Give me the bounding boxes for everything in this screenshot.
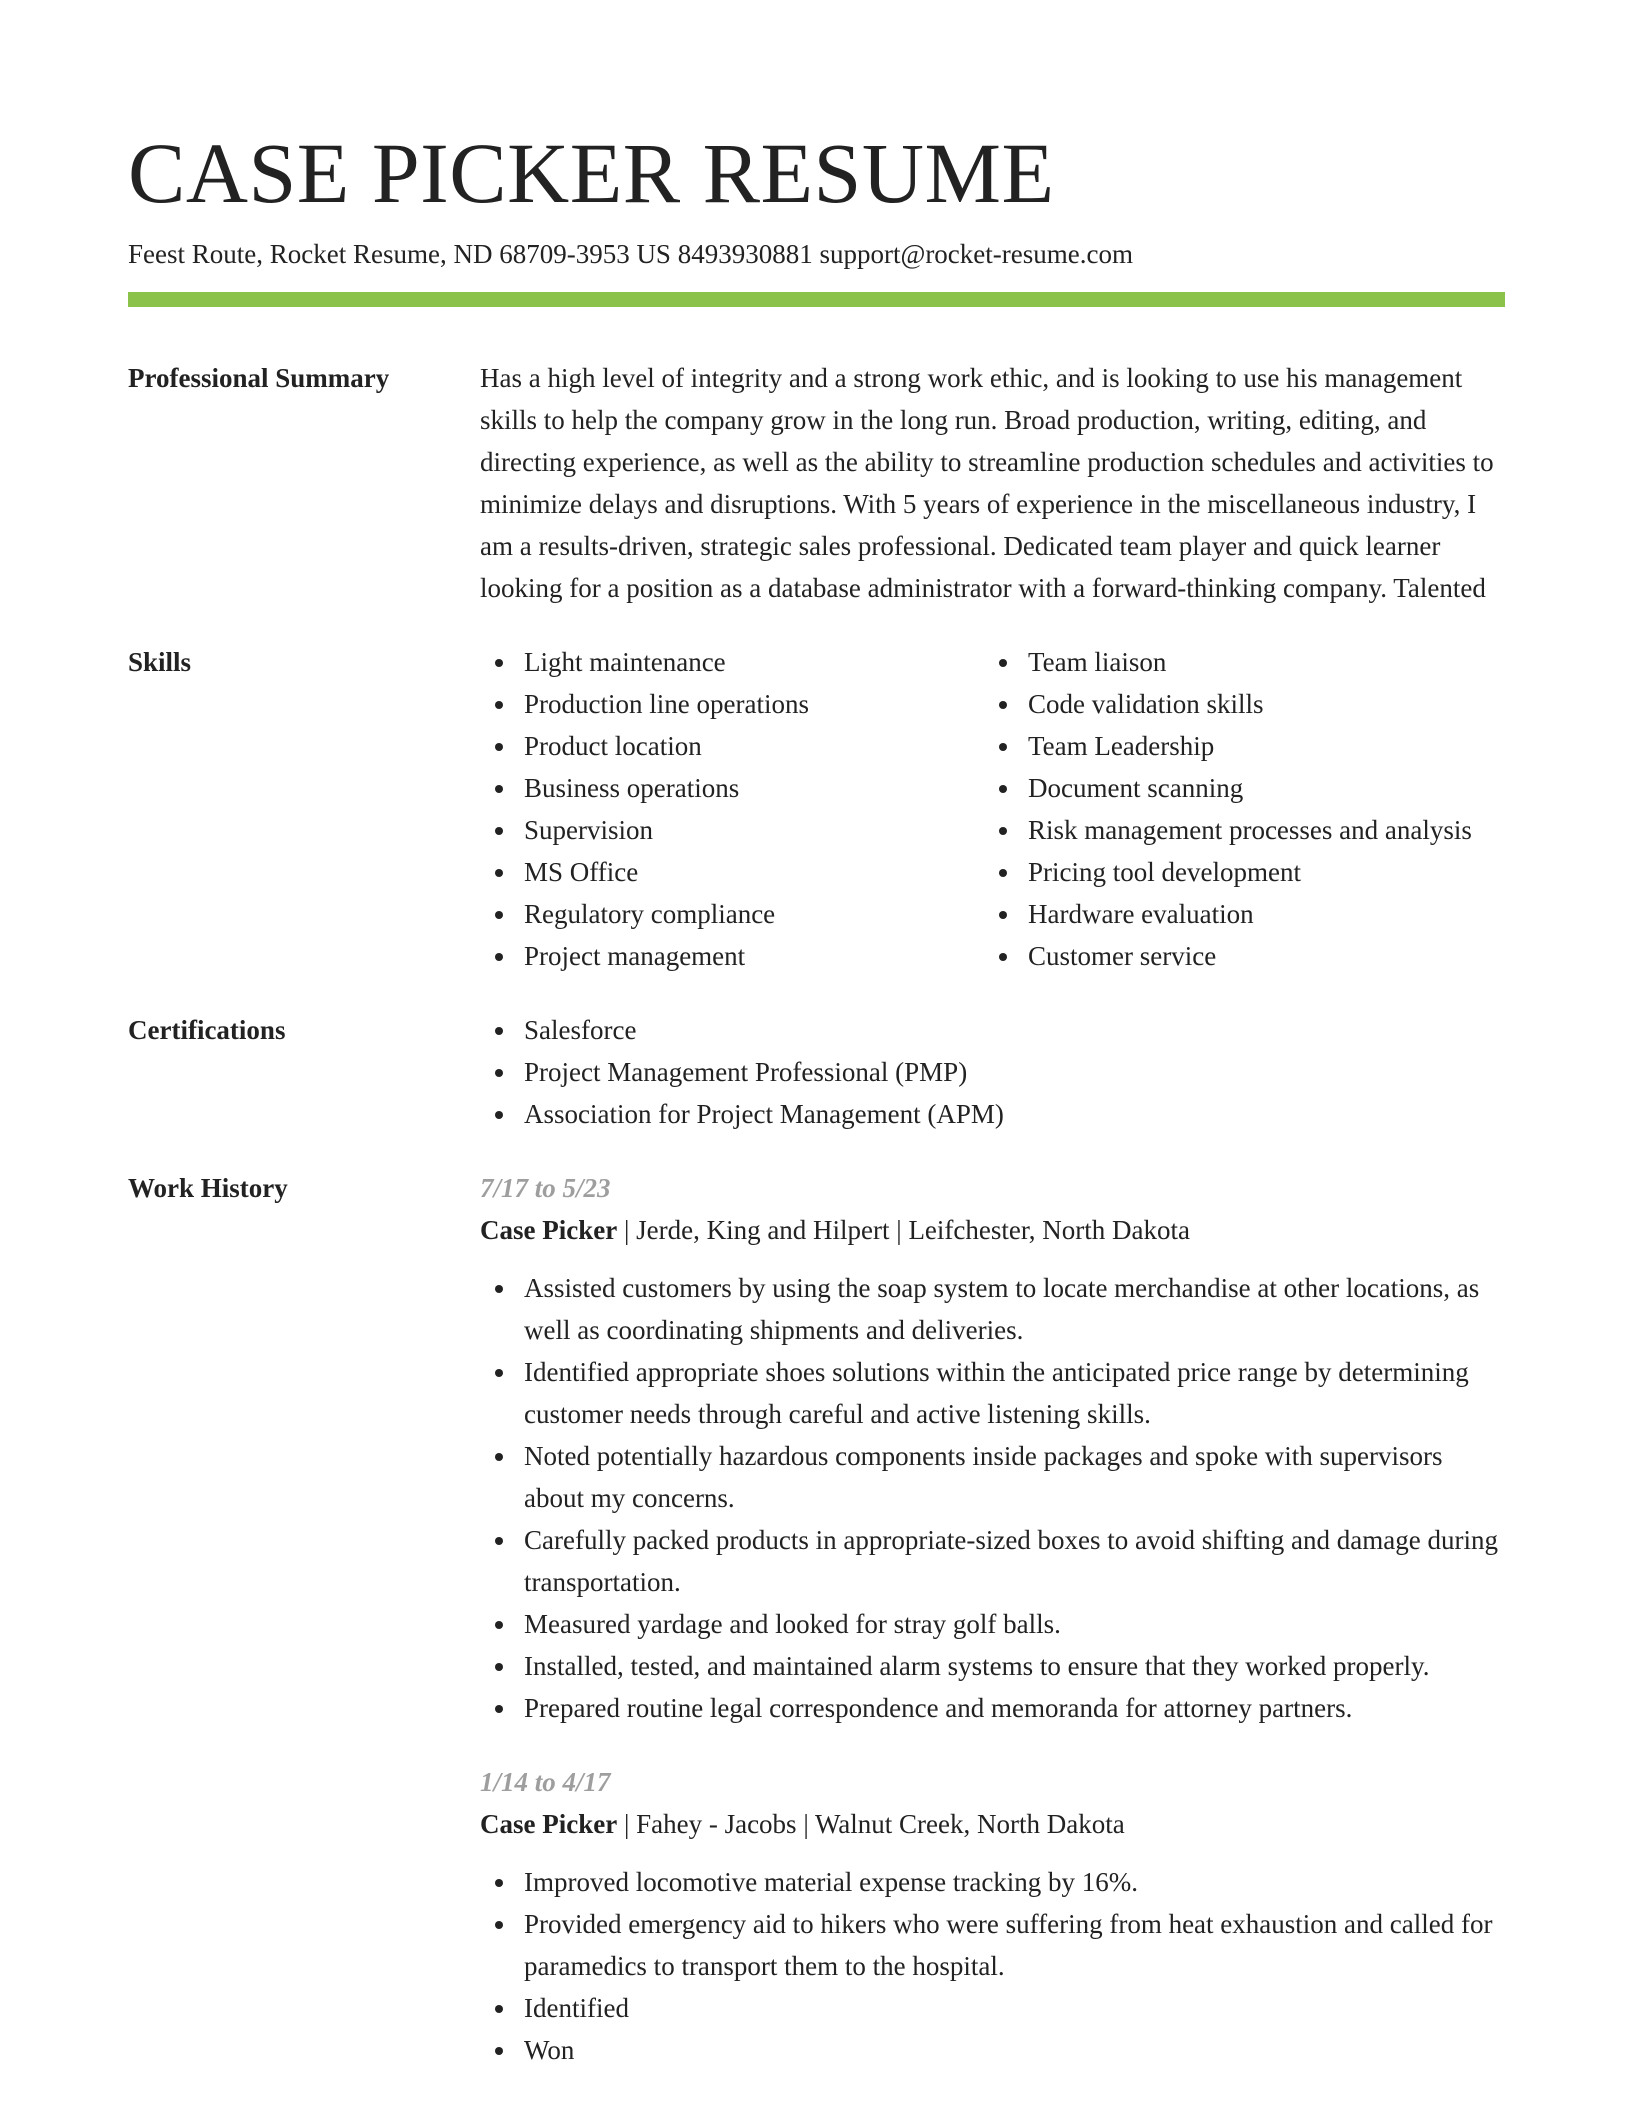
skills-section: [128, 641, 1505, 977]
job-bullet: Assisted customers by using the soap system to locate merchandise at other locations, as well as coordinating shipments and deliveries.: [480, 1267, 1505, 1351]
skills-list-left: [480, 641, 984, 977]
job-employer-location: | Jerde, King and Hilpert | Leifchester, North Dakota: [617, 1215, 1190, 1245]
skill-item: Customer service: [984, 935, 1505, 977]
certifications-body: [480, 1009, 1505, 1135]
skills-columns: [480, 641, 1505, 977]
certifications-heading: Certifications: [128, 1015, 286, 1045]
job-employer-location: | Fahey - Jacobs | Walnut Creek, North Dakota: [617, 1809, 1125, 1839]
skill-item: Product location: [480, 725, 984, 767]
summary-text: Has a high level of integrity and a strong work ethic, and is looking to use his management skills to help the company grow in the long run. Broad production, writing, editing, and directing experience, as well as the ability to streamline production schedules and activities to minimize delays and disruptions. With 5 years of experience in the miscellaneous industry, I am a results-driven, strategic sales professional. Dedicated team player and quick learner looking for a position as a database administrator with a forward-thinking company. Talented: [480, 363, 1494, 603]
job-entry: [480, 1167, 1505, 1729]
skills-heading: Skills: [128, 647, 192, 677]
skill-item: Project management: [480, 935, 984, 977]
skill-item: Supervision: [480, 809, 984, 851]
certifications-list: [480, 1009, 1505, 1135]
skill-item: Hardware evaluation: [984, 893, 1505, 935]
job-bullet: Carefully packed products in appropriate-sized boxes to avoid shifting and damage during transportation.: [480, 1519, 1505, 1603]
header-divider: [128, 292, 1505, 307]
job-bullet: Prepared routine legal correspondence and memoranda for attorney partners.: [480, 1687, 1505, 1729]
skill-item: Pricing tool development: [984, 851, 1505, 893]
job-bullet: Improved locomotive material expense tracking by 16%.: [480, 1861, 1505, 1903]
skill-item: Team liaison: [984, 641, 1505, 683]
work-history-heading: Work History: [128, 1173, 288, 1203]
job-bullet: Provided emergency aid to hikers who were suffering from heat exhaustion and called for paramedics to transport them to the hospital.: [480, 1903, 1505, 1987]
contact-line: Feest Route, Rocket Resume, ND 68709-3953 US 8493930881 support@rocket-resume.com: [128, 239, 1133, 269]
job-bullet: Measured yardage and looked for stray golf balls.: [480, 1603, 1505, 1645]
certification-item: Salesforce: [480, 1009, 1505, 1051]
skill-item: Code validation skills: [984, 683, 1505, 725]
certification-item: Association for Project Management (APM): [480, 1093, 1505, 1135]
resume-page: [128, 0, 1505, 2071]
job-title-line: [480, 1803, 1505, 1845]
skill-item: Business operations: [480, 767, 984, 809]
job-entry: [480, 1761, 1505, 2071]
job-bullet: Noted potentially hazardous components inside packages and spoke with supervisors about my concerns.: [480, 1435, 1505, 1519]
skill-item: Document scanning: [984, 767, 1505, 809]
work-history-body: [480, 1167, 1505, 2071]
summary-heading: Professional Summary: [128, 363, 390, 393]
job-bullets: [480, 1861, 1505, 2071]
job-dates: 7/17 to 5/23: [480, 1173, 611, 1203]
work-history-section: [128, 1167, 1505, 2071]
job-title: Case Picker: [480, 1215, 618, 1245]
skill-item: Team Leadership: [984, 725, 1505, 767]
skill-item: MS Office: [480, 851, 984, 893]
skill-item: Light maintenance: [480, 641, 984, 683]
skill-item: Risk management processes and analysis: [984, 809, 1505, 851]
certifications-section: [128, 1009, 1505, 1135]
job-bullet: Identified appropriate shoes solutions within the anticipated price range by determining customer needs through careful and active listening skills.: [480, 1351, 1505, 1435]
job-bullet: Identified: [480, 1987, 1505, 2029]
job-bullet: Won: [480, 2029, 1505, 2071]
skill-item: Regulatory compliance: [480, 893, 984, 935]
job-title-line: [480, 1209, 1505, 1251]
job-bullet: Installed, tested, and maintained alarm systems to ensure that they worked properly.: [480, 1645, 1505, 1687]
certification-item: Project Management Professional (PMP): [480, 1051, 1505, 1093]
resume-title: CASE PICKER RESUME: [128, 125, 1055, 221]
skills-list-right: [984, 641, 1505, 977]
summary-section: [128, 357, 1505, 609]
job-title: Case Picker: [480, 1809, 618, 1839]
job-dates: 1/14 to 4/17: [480, 1767, 611, 1797]
skill-item: Production line operations: [480, 683, 984, 725]
job-bullets: [480, 1267, 1505, 1729]
